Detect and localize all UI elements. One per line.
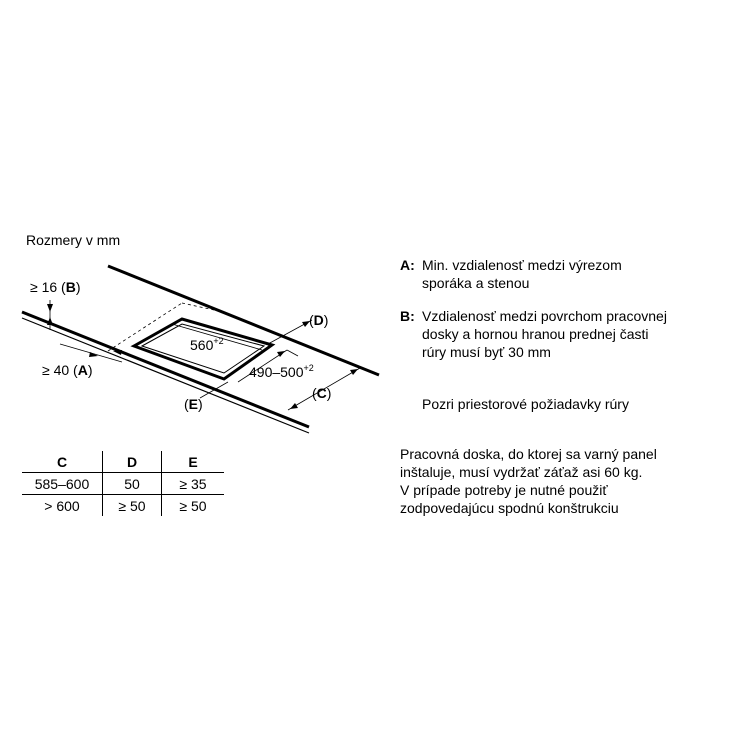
dim-width-label: $560^{+2}$ bbox=[190, 336, 224, 353]
label-E: (E) bbox=[184, 396, 203, 412]
clearance-table bbox=[22, 451, 224, 516]
table-cell: ≥ 35 bbox=[162, 473, 225, 495]
note-B-line: dosky a hornou hranou prednej časti bbox=[422, 326, 649, 342]
table-header: E bbox=[162, 451, 225, 473]
arrow-A-left bbox=[113, 350, 122, 355]
label-C: (C) bbox=[312, 385, 332, 401]
arrow-C-low bbox=[290, 403, 298, 409]
table-cell: > 600 bbox=[22, 495, 103, 517]
table-header-row bbox=[22, 451, 224, 473]
note-worktop-line: zodpovedajúcu spodnú konštrukciu bbox=[400, 500, 619, 516]
note-A-line: Min. vzdialenosť medzi výrezom bbox=[422, 257, 622, 273]
label-A: ≥ 40 (A) bbox=[42, 362, 93, 378]
note-B-line: Vzdialenosť medzi povrchom pracovnej bbox=[422, 308, 667, 324]
note-worktop-line: inštaluje, musí vydržať záťaž asi 60 kg. bbox=[400, 464, 643, 480]
note-worktop-line: V prípade potreby je nutné použiť bbox=[400, 482, 608, 498]
note-B-line: rúry musí byť 30 mm bbox=[422, 344, 551, 360]
table-row bbox=[22, 495, 224, 517]
note-worktop bbox=[400, 445, 657, 517]
arrow-C bbox=[350, 369, 358, 375]
note-B-key: B: bbox=[400, 308, 415, 324]
table-cell: 585–600 bbox=[22, 473, 103, 495]
table-cell: ≥ 50 bbox=[179, 497, 207, 514]
label-B: ≥ 16 (B) bbox=[30, 279, 81, 295]
page-title: Rozmery v mm bbox=[26, 232, 121, 248]
note-A-key: A: bbox=[400, 257, 415, 273]
table-header: D bbox=[103, 451, 162, 473]
note-worktop-line: Pracovná doska, do ktorej sa varný panel bbox=[400, 446, 657, 462]
note-A-line: sporáka a stenou bbox=[422, 275, 530, 291]
worktop-back-edge bbox=[108, 266, 379, 375]
note-oven: Pozri priestorové požiadavky rúry bbox=[422, 396, 629, 412]
table-cell: ≥ 50 bbox=[103, 495, 162, 517]
dim-depth-label: $490-500^{+2}$ bbox=[249, 363, 314, 380]
label-D: (D) bbox=[309, 312, 329, 328]
table-header: C bbox=[22, 451, 103, 473]
table-row bbox=[22, 473, 224, 495]
table-cell: 50 bbox=[103, 473, 162, 495]
arrow-B-down bbox=[47, 304, 53, 312]
